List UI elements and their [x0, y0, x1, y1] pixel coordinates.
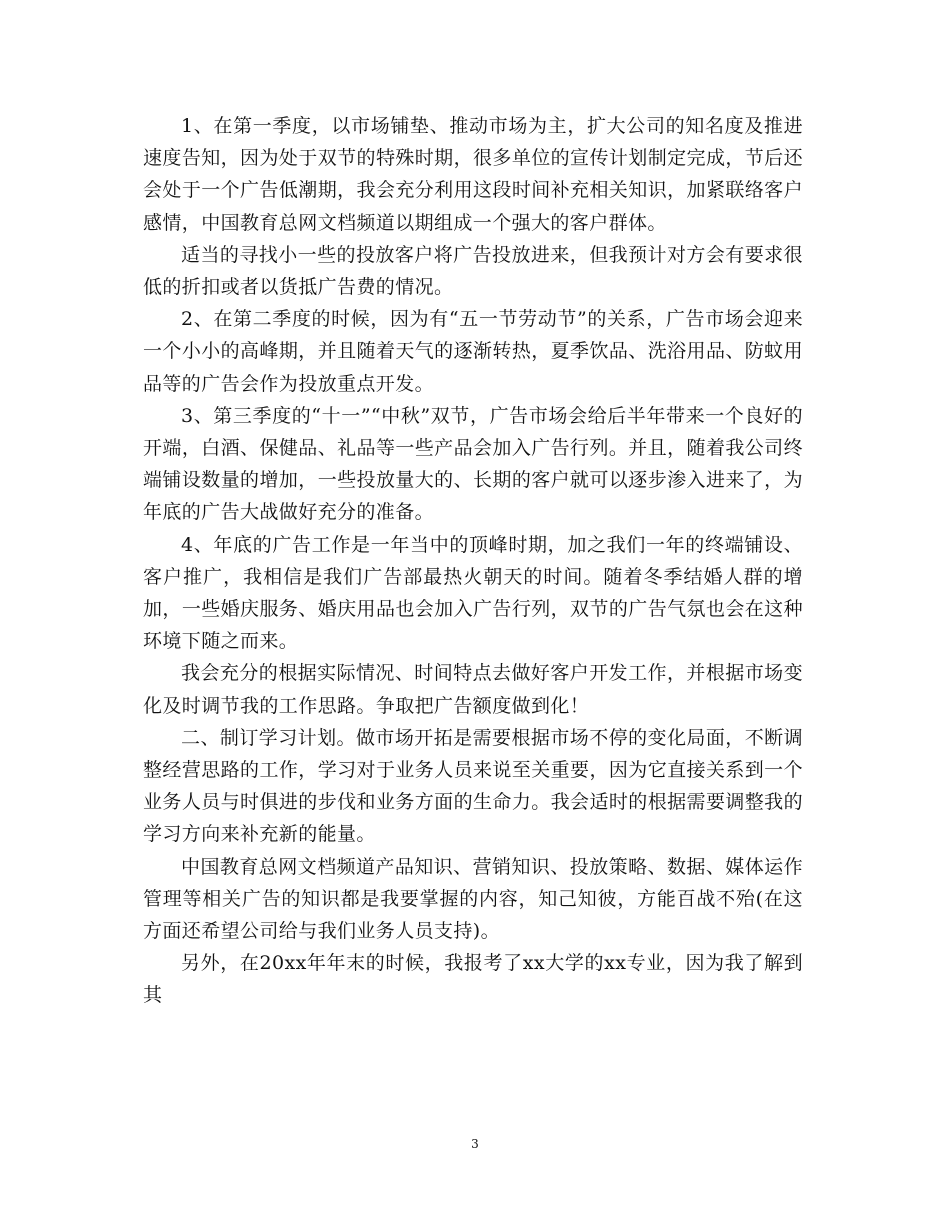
paragraph-further-study: 另外，在20xx年年末的时候，我报考了xx大学的xx专业，因为我了解到其: [143, 952, 803, 1007]
paragraph-client-development: 我会充分的根据实际情况、时间特点去做好客户开发工作，并根据市场变化及时调节我的工作思路。争取把广告额度做到化！: [143, 662, 803, 717]
document-body: [143, 110, 803, 1012]
page-number: 3: [471, 1137, 479, 1151]
paragraph-q2-plan: 2、在第二季度的时候，因为有“五一节劳动节”的关系，广告市场会迎来一个小小的高峰期，并且随着天气的逐渐转热，夏季饮品、洗浴用品、防蚊用品等的广告会作为投放重点开发。: [143, 308, 803, 395]
paragraph-knowledge: 中国教育总网文档频道产品知识、营销知识、投放策略、数据、媒体运作管理等相关广告的知识都是我要掌握的内容，知己知彼，方能百战不殆(在这方面还希望公司给与我们业务人员支持)。: [143, 855, 803, 943]
paragraph-study-plan: 二、制订学习计划。做市场开拓是需要根据市场不停的变化局面，不断调整经营思路的工作，学习对于业务人员来说至关重要，因为它直接关系到一个业务人员与时俱进的步伐和业务方面的生命力。我会适时的根据需要调整我的学习方向来补充新的能量。: [143, 726, 803, 846]
paragraph-q4-plan: 4、年底的广告工作是一年当中的顶峰时期，加之我们一年的终端铺设、客户推广，我相信是我们广告部最热火朝天的时间。随着冬季结婚人群的增加，一些婚庆服务、婚庆用品也会加入广告行列，双节的广告气氛也会在这种环境下随之而来。: [143, 533, 803, 653]
paragraph-small-clients: 适当的寻找小一些的投放客户将广告投放进来，但我预计对方会有要求很低的折扣或者以货抵广告费的情况。: [143, 243, 803, 299]
paragraph-q1-plan: 1、在第一季度，以市场铺垫、推动市场为主，扩大公司的知名度及推进速度告知，因为处于双节的特殊时期，很多单位的宣传计划制定完成，节后还会处于一个广告低潮期，我会充分利用这段时间补充相关知识，加紧联络客户感情，中国教育总网文档频道以期组成一个强大的客户群体。: [143, 115, 803, 234]
paragraph-q3-plan: 3、第三季度的“十一”“中秋”双节，广告市场会给后半年带来一个良好的开端，白酒、保健品、礼品等一些产品会加入广告行列。并且，随着我公司终端铺设数量的增加，一些投放量大的、长期的客户就可以逐步渗入进来了，为年底的广告大战做好充分的准备。: [143, 404, 803, 524]
